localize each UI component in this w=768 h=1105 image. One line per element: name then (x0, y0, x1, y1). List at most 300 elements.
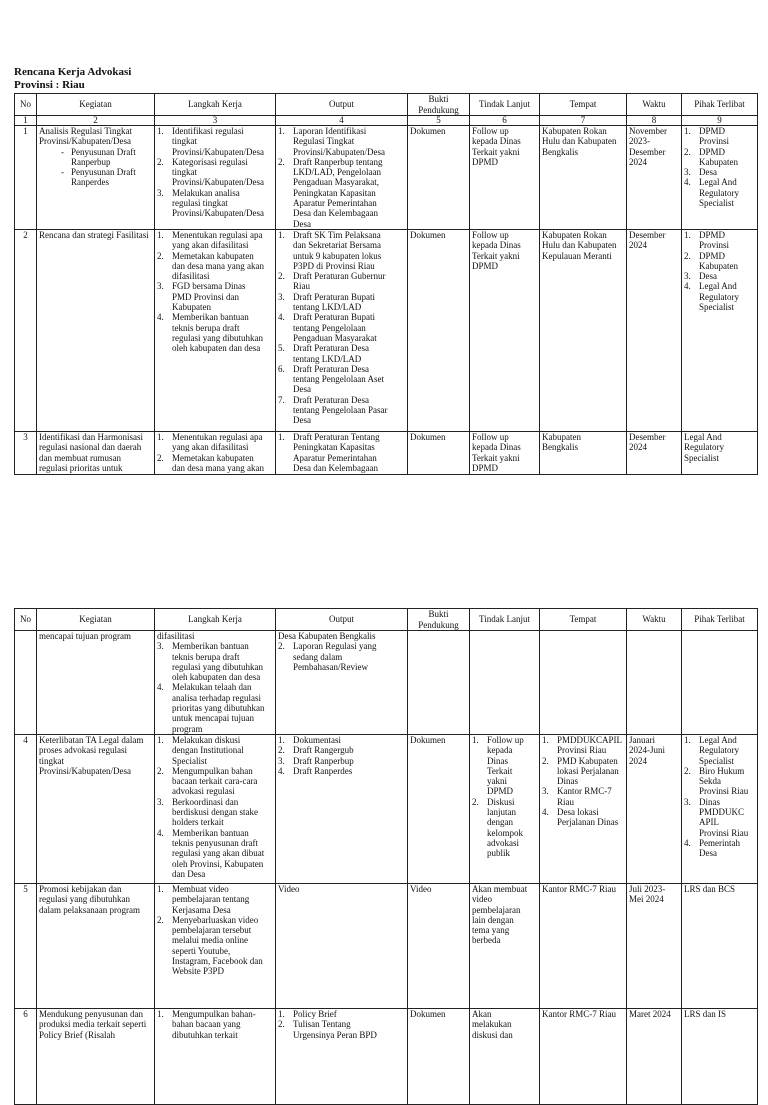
cell-line: Follow up (487, 735, 524, 745)
list-marker: 1. (684, 229, 691, 240)
document-subtitle-line: Provinsi : Riau (14, 78, 85, 91)
cell-line: Melakukan analisa (172, 187, 240, 198)
header-bukti-pendukung (408, 609, 470, 631)
document-title-line: Rencana Kerja Advokasi (14, 66, 132, 78)
list-marker: 1. (542, 735, 549, 745)
column-number: 2 (37, 116, 155, 126)
list-marker: 4. (157, 682, 164, 693)
list-marker: 1. (278, 431, 285, 442)
cell-output (276, 735, 408, 884)
cell-line: seperti Youtube, (172, 945, 231, 956)
numbered-list-item (157, 312, 273, 353)
cell-line: Diskusi (487, 796, 515, 807)
cell-line: Provinsi/Kabupaten/Desa (293, 146, 385, 157)
cell-line: Provinsi/Kabupaten/Desa (172, 146, 264, 157)
cell-line: Desa (699, 167, 717, 178)
cell-tempat (540, 631, 627, 735)
list-item-text (293, 395, 405, 426)
cell-line: PMD Kabupaten (557, 755, 618, 766)
list-item-text (172, 797, 273, 828)
numbered-list-item (278, 230, 405, 271)
list-marker: 3. (157, 641, 164, 652)
cell-line: advokasi regulasi (172, 786, 235, 797)
cell-line: regulasi yang dibutuhkan (172, 332, 263, 343)
list-marker: 1. (157, 431, 164, 442)
cell-bukti (408, 229, 470, 431)
column-number: 6 (470, 116, 540, 126)
cell-line: DPMD (472, 156, 499, 167)
cell-line: Memetakan kabupaten (172, 250, 254, 261)
numbered-list-item (278, 432, 405, 473)
cell-tempat (540, 735, 627, 884)
cell-line: Mengumpulkan bahan- (172, 1009, 256, 1019)
list-item-text (172, 735, 273, 766)
list-marker: 2. (542, 755, 549, 766)
cell-line: Follow up (472, 229, 509, 240)
cell-line: Bengkalis (542, 146, 578, 157)
list-item-text (293, 735, 405, 745)
cell-line: prioritas yang dibutuhkan (172, 703, 265, 714)
column-number: 7 (540, 116, 627, 126)
list-item-text (172, 682, 273, 733)
cell-line: publik (487, 848, 511, 859)
cell-line: program (172, 723, 203, 734)
list-marker: 4. (157, 312, 164, 323)
cell-line: dibutuhkan terkait (172, 1029, 238, 1040)
cell-line: Kantor RMC-7 (557, 786, 612, 797)
cell-line: Desa Kabupaten Bengkalis (278, 631, 376, 641)
list-item-text (172, 188, 273, 219)
cell-line: lain dengan (472, 914, 514, 925)
header-kegiatan: Kegiatan (37, 94, 155, 116)
list-marker: 3. (157, 796, 164, 807)
numbered-list-item (684, 838, 755, 859)
cell-line: P3PD di Provinsi Riau (293, 260, 375, 271)
list-marker: 2. (278, 641, 285, 652)
numbered-list-item (157, 126, 273, 157)
list-item-text (293, 1009, 405, 1019)
list-item-text (172, 432, 273, 453)
cell-line: Biro Hukum (699, 765, 745, 776)
cell-line: Dokumen (410, 1009, 446, 1019)
table-row (15, 631, 758, 735)
dash-list-item (39, 167, 152, 188)
list-item-text (557, 735, 624, 756)
list-marker: - (61, 167, 64, 178)
workplan-table-page-1 (14, 93, 758, 475)
numbered-list-item (278, 312, 405, 343)
cell-line: Hulu dan Kabupaten (542, 240, 617, 251)
cell-kegiatan (37, 126, 155, 230)
cell-tempat (540, 431, 627, 474)
cell-line: Regulatory (684, 442, 724, 453)
cell-line: bahan bacaan yang (172, 1019, 241, 1030)
cell-pihak (682, 631, 758, 735)
numbered-list-item (278, 292, 405, 313)
list-item-text (699, 797, 755, 838)
numbered-list-item (542, 786, 624, 807)
cell-line: Riau (557, 796, 574, 807)
list-item-text (557, 756, 624, 787)
header-bukti-line: Pendukung (418, 104, 459, 115)
cell-output (276, 229, 408, 431)
cell-line: 2024 (629, 240, 647, 251)
list-item-text (293, 312, 405, 343)
cell-waktu (627, 884, 682, 1009)
cell-line: FGD bersama Dinas (172, 281, 246, 292)
column-number: 9 (682, 116, 758, 126)
cell-tempat (540, 126, 627, 230)
list-marker: 2. (157, 765, 164, 776)
cell-line: Penyusunan Draft (71, 167, 136, 178)
numbered-list-item (157, 735, 273, 766)
cell-line: DPMD (699, 146, 726, 157)
cell-line: Kabupaten (542, 431, 581, 442)
cell-line: Draft Peraturan Desa (293, 363, 369, 374)
cell-no: 1 (15, 126, 37, 230)
list-item-text (172, 281, 273, 312)
cell-line: tentang Pengelolaan (293, 322, 366, 333)
cell-line: oleh Provinsi, Kabupaten (172, 858, 264, 869)
cell-line: Pengaduan Masyarakat, (293, 177, 379, 188)
cell-line: Aparatur Pemerintahan (293, 452, 377, 463)
cell-kegiatan (37, 229, 155, 431)
cell-line: DPMD (699, 250, 726, 261)
cell-line: Provinsi Riau (699, 827, 749, 838)
list-marker: - (61, 146, 64, 157)
numbered-list-item (157, 766, 273, 797)
cell-pihak (682, 431, 758, 474)
column-number: 3 (155, 116, 276, 126)
table-row (15, 884, 758, 1009)
list-marker: 4. (684, 281, 691, 292)
numbered-list-item (684, 735, 755, 766)
cell-line: Berkoordinasi dan (172, 796, 239, 807)
cell-line: Kerjasama Desa (172, 904, 231, 915)
list-item-text (557, 807, 624, 828)
header-tindak-lanjut: Tindak Lanjut (470, 609, 540, 631)
list-marker: 5. (278, 343, 285, 354)
cell-line: Provinsi Riau (699, 786, 749, 797)
cell-line: tentang LKD/LAD (293, 302, 362, 313)
cell-line: Video (410, 884, 432, 894)
cell-line: Draft Peraturan Bupati (293, 312, 375, 323)
column-number: 5 (408, 116, 470, 126)
cell-line: Desa (699, 271, 717, 282)
cell-line: regulasi yang dibutuhkan (172, 661, 263, 672)
list-item-text (293, 230, 405, 271)
cell-line: Provinsi/Kabupaten/Desa (39, 136, 131, 147)
cell-kegiatan (37, 1009, 155, 1105)
cell-line: Draft SK Tim Pelaksana (293, 229, 381, 240)
header-tempat: Tempat (540, 94, 627, 116)
cell-line: Terkait (487, 765, 513, 776)
list-marker: 2. (157, 156, 164, 167)
header-no: No (15, 94, 37, 116)
cell-line: Website P3PD (172, 966, 225, 977)
list-marker: 4. (542, 807, 549, 818)
header-pihak-terlibat: Pihak Terlibat (682, 94, 758, 116)
cell-line: dan desa mana yang akan (172, 260, 264, 271)
cell-line: tentang Pengelolaan Aset (293, 374, 384, 385)
cell-no: 2 (15, 229, 37, 431)
list-item-text (699, 230, 755, 251)
numbered-list-item (278, 395, 405, 426)
cell-tindak (470, 884, 540, 1009)
list-marker: 2. (278, 745, 285, 756)
cell-line: Draft Peraturan Gubernur (293, 271, 386, 282)
cell-langkah (155, 631, 276, 735)
numbered-list-item (157, 251, 273, 282)
cell-line: LKD/LAD, Pengelolaan (293, 167, 381, 178)
header-output: Output (276, 94, 408, 116)
cell-line: untuk 9 kabupaten lokus (293, 250, 382, 261)
list-marker: 2. (278, 271, 285, 282)
list-item-text (293, 745, 405, 755)
header-row (15, 609, 758, 631)
cell-line: berbeda (472, 935, 501, 946)
cell-line: produksi media terkait seperti (39, 1019, 147, 1030)
list-marker: 1. (472, 735, 479, 745)
cell-bukti (408, 631, 470, 735)
cell-line: pembelajaran (472, 904, 521, 915)
list-marker: 2. (278, 156, 285, 167)
cell-line: APIL (699, 817, 719, 828)
list-item-text (172, 157, 273, 188)
list-item-text (172, 312, 273, 353)
list-marker: 2. (278, 1019, 285, 1030)
cell-output (276, 431, 408, 474)
cell-waktu (627, 735, 682, 884)
cell-line: untuk mencapai tujuan (172, 713, 254, 724)
cell-line: oleh kabupaten dan desa (172, 672, 261, 683)
cell-line: Menyebarluaskan video (172, 914, 259, 925)
list-marker: 3. (542, 786, 549, 797)
list-item-text (293, 1019, 405, 1040)
cell-line: Regulatory (699, 291, 739, 302)
list-item-text (293, 364, 405, 395)
numbered-list-item (157, 915, 273, 977)
cell-line: Tulisan Tentang (293, 1019, 351, 1030)
cell-line: Penyusunan Draft (71, 146, 136, 157)
header-tindak-lanjut: Tindak Lanjut (470, 94, 540, 116)
list-marker: 1. (157, 229, 164, 240)
list-item-text (172, 251, 273, 282)
numbered-list-item (278, 271, 405, 292)
list-item-text (172, 126, 273, 157)
cell-line: Draft Peraturan Bupati (293, 291, 375, 302)
cell-kegiatan (37, 431, 155, 474)
cell-line: Dinas (487, 755, 508, 766)
cell-line: dengan Institutional (172, 745, 244, 756)
cell-line: Video (278, 884, 300, 894)
numbered-list-item (278, 756, 405, 766)
list-item-text (293, 271, 405, 292)
cell-line: Draft Peraturan Desa (293, 343, 369, 354)
cell-line: Memberikan bantuan (172, 312, 249, 323)
numbered-list-item (684, 271, 755, 281)
header-bukti-pendukung (408, 94, 470, 116)
cell-line: Specialist (699, 755, 734, 766)
cell-line: Legal And (699, 177, 737, 188)
list-marker: 4. (278, 765, 285, 776)
cell-line: Kepulauan Meranti (542, 250, 612, 261)
cell-line: sedang dalam (293, 651, 343, 662)
cell-line: Specialist (699, 198, 734, 209)
cell-line: Kantor RMC-7 Riau (542, 1009, 616, 1019)
cell-line: Dokumen (410, 735, 446, 745)
cell-line: Sekda (699, 776, 721, 787)
cell-line: Pemerintah (699, 837, 740, 848)
cell-line: kepada Dinas (472, 442, 521, 453)
cell-bukti (408, 735, 470, 884)
numbered-list-item (684, 230, 755, 251)
cell-output (276, 1009, 408, 1105)
list-marker: 1. (278, 229, 285, 240)
list-item-text (293, 432, 405, 473)
cell-line: Membuat video (172, 884, 229, 894)
list-marker: 2. (157, 452, 164, 463)
cell-langkah (155, 735, 276, 884)
cell-line: yang akan difasilitasi (172, 240, 249, 251)
cell-line: Provinsi/Kabupaten/Desa (172, 208, 264, 219)
cell-line: Perjalanan Dinas (557, 817, 619, 828)
cell-line: Follow up (472, 431, 509, 442)
numbered-list-item (157, 281, 273, 312)
numbered-list-item (157, 1009, 273, 1040)
cell-line: Pembahasan/Review (293, 661, 368, 672)
cell-line: PMDDUKC (699, 807, 745, 818)
cell-line: holders terkait (172, 817, 224, 828)
cell-line: Provinsi (699, 240, 730, 251)
cell-bukti (408, 884, 470, 1009)
cell-line: Bengkalis (542, 442, 578, 453)
cell-line: teknis penyusunan draft (172, 837, 258, 848)
list-marker: 6. (278, 363, 285, 374)
header-output: Output (276, 609, 408, 631)
cell-line: Maret 2024 (629, 1009, 671, 1019)
cell-line: Provinsi/Kabupaten/Desa (39, 765, 131, 776)
column-number: 4 (276, 116, 408, 126)
cell-line: Legal And (684, 431, 722, 442)
cell-line: Provinsi Riau (557, 745, 607, 756)
cell-line: Urgensinya Peran BPD (293, 1029, 377, 1040)
numbered-list-item (278, 735, 405, 745)
numbered-list-item (278, 126, 405, 157)
cell-pihak (682, 884, 758, 1009)
numbered-list-item (684, 177, 755, 208)
cell-line: Policy Brief (293, 1009, 337, 1019)
cell-line: difasilitasi (157, 631, 195, 641)
cell-langkah (155, 884, 276, 1009)
list-marker: 4. (157, 827, 164, 838)
cell-line: analisa terhadap regulasi (172, 692, 261, 703)
cell-line: 2024 (629, 755, 647, 766)
list-marker: 1. (278, 126, 285, 136)
list-marker: 3. (278, 755, 285, 766)
cell-line: Desa dan Kelembagaan (293, 208, 378, 219)
cell-line: Specialist (699, 302, 734, 313)
cell-line: oleh kabupaten dan desa (172, 343, 261, 354)
cell-line: Draft Peraturan Desa (293, 394, 369, 405)
list-marker: 1. (278, 735, 285, 745)
cell-line: Terkait yakni (472, 146, 520, 157)
cell-no: 5 (15, 884, 37, 1009)
cell-pihak (682, 735, 758, 884)
workplan-table-page-2 (14, 608, 758, 1105)
list-marker: 3. (684, 796, 691, 807)
cell-no: 3 (15, 431, 37, 474)
cell-line: difasilitasi (172, 271, 210, 282)
cell-no: 6 (15, 1009, 37, 1105)
cell-line: melalui media online (172, 935, 248, 946)
column-number: 1 (15, 116, 37, 126)
cell-line: Juli 2023- (629, 884, 666, 894)
cell-line: LRS dan BCS (684, 884, 736, 894)
cell-line: Dokumen (410, 431, 446, 442)
cell-line: Pengaduan Masyarakat (293, 332, 377, 343)
numbered-list-item (157, 797, 273, 828)
cell-line: Specialist (684, 452, 719, 463)
cell-line: Kabupaten (699, 156, 738, 167)
list-marker: 2. (157, 250, 164, 261)
list-item-text (172, 766, 273, 797)
numbered-list-item (278, 343, 405, 364)
header-pihak-terlibat: Pihak Terlibat (682, 609, 758, 631)
cell-line: tingkat (39, 755, 64, 766)
cell-tempat (540, 229, 627, 431)
cell-tindak (470, 126, 540, 230)
cell-line: yang akan difasilitasi (172, 442, 249, 453)
cell-line: Policy Brief (Risalah (39, 1029, 115, 1040)
numbered-list-item (472, 797, 537, 859)
table-row (15, 735, 758, 884)
list-item-text (699, 281, 755, 312)
cell-line: tentang Pengelolaan Pasar (293, 405, 388, 416)
cell-output (276, 631, 408, 735)
cell-line: diskusi dan (472, 1029, 513, 1040)
cell-line: dan desa mana yang akan (172, 462, 264, 473)
numbered-list-item (542, 756, 624, 787)
list-item-text (557, 786, 624, 807)
cell-line: Menentukan regulasi apa (172, 229, 263, 240)
cell-line: kepada (487, 745, 513, 756)
header-langkah-kerja: Langkah Kerja (155, 94, 276, 116)
numbered-list-item (278, 364, 405, 395)
list-item-text (699, 126, 755, 147)
cell-line: Promosi kebijakan dan (39, 884, 122, 894)
numbered-list-item (278, 745, 405, 755)
cell-line: dalam pelaksanaan program (39, 904, 140, 915)
cell-waktu (627, 229, 682, 431)
numbered-list-item (157, 682, 273, 733)
list-marker: 1. (684, 735, 691, 745)
cell-line: dan Sekretariat Bersama (293, 240, 381, 251)
list-marker: 2. (157, 914, 164, 925)
list-marker: 1. (157, 1009, 164, 1019)
table-row (15, 431, 758, 474)
cell-line: Analisis Regulasi Tingkat (39, 126, 133, 136)
list-item-text (293, 292, 405, 313)
list-item-text (71, 147, 152, 168)
list-item-text (172, 828, 273, 879)
header-bukti-line: Bukti (428, 609, 449, 620)
cell-output (276, 884, 408, 1009)
cell-line: Desa (293, 415, 311, 426)
list-marker: 3. (157, 281, 164, 292)
list-marker: 3. (278, 291, 285, 302)
cell-line: mencapai tujuan program (39, 631, 131, 641)
